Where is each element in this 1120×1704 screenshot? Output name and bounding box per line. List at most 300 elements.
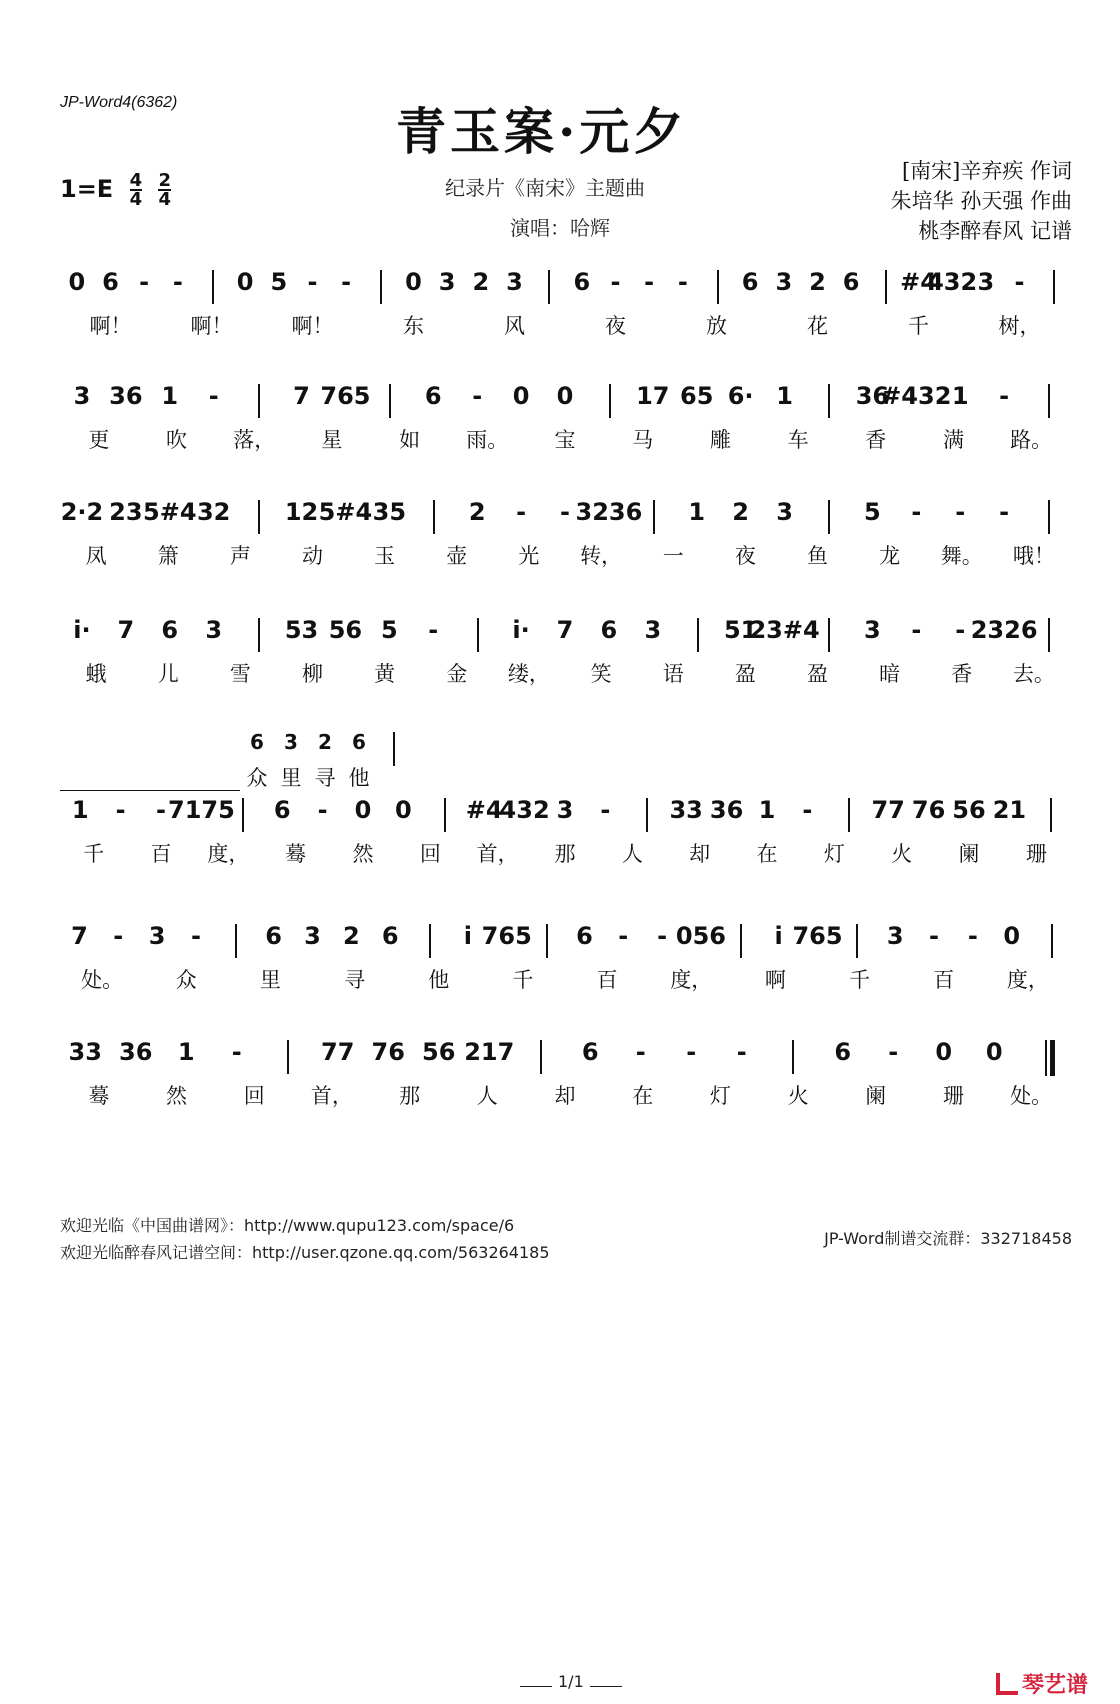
note: 056 <box>675 922 727 950</box>
lyric: 更 <box>88 428 110 452</box>
lyric: 处。 <box>1010 1084 1053 1108</box>
lyric: 车 <box>787 428 809 452</box>
lyric: 却 <box>554 1084 576 1108</box>
note: - <box>190 922 201 950</box>
lyric: 树， <box>998 314 1041 338</box>
lyric: 星 <box>321 428 343 452</box>
note: 765 <box>481 922 532 950</box>
credits <box>891 156 1072 246</box>
note: 33 <box>669 796 703 824</box>
logo-icon <box>996 1673 1018 1695</box>
barline <box>429 924 431 958</box>
barline <box>258 384 260 418</box>
score-system <box>0 1038 1120 1158</box>
alt-ending-rule <box>60 790 240 791</box>
lyric: 里 <box>259 968 281 992</box>
note: - <box>911 498 922 526</box>
footer-group: JP-Word制谱交流群：332718458 <box>824 1229 1072 1248</box>
note: 3 <box>886 922 904 950</box>
note-row <box>60 1038 1070 1078</box>
lyric: 落， <box>233 428 276 452</box>
barline <box>258 618 260 652</box>
note: - <box>999 382 1010 410</box>
note: - <box>113 922 124 950</box>
note: 36 <box>855 382 890 410</box>
note: 2 <box>342 922 360 950</box>
barline <box>235 924 237 958</box>
note: 7 <box>293 382 310 410</box>
barline <box>477 618 479 652</box>
barline <box>444 798 446 832</box>
note: 3 <box>438 268 456 296</box>
note-row <box>60 382 1070 422</box>
barline <box>1048 500 1050 534</box>
lyric: 人 <box>621 842 643 866</box>
note: - <box>600 796 611 824</box>
lyric: 东 <box>403 314 424 338</box>
lyric: 火 <box>787 1084 809 1108</box>
note: 6 <box>576 922 593 950</box>
barline <box>389 384 391 418</box>
lyric: 香 <box>951 662 973 686</box>
note-row <box>60 796 1070 836</box>
note: 1 <box>177 1038 195 1066</box>
lyric: 首， <box>476 842 519 866</box>
barline <box>885 270 887 304</box>
note: 3 <box>506 268 523 296</box>
note: - <box>172 268 183 296</box>
lyric: 柳 <box>302 662 323 686</box>
note: 432 <box>927 268 978 296</box>
note: 1 <box>161 382 179 410</box>
lyric: 动 <box>302 544 323 568</box>
alt-note: 6 <box>352 730 366 754</box>
barline <box>1048 618 1050 652</box>
lyric-row <box>60 310 1070 340</box>
credit-lyricist: [南宋]辛弃疾 作词 <box>901 159 1072 183</box>
barline <box>740 924 742 958</box>
note: 1 <box>758 796 776 824</box>
barline <box>856 924 858 958</box>
barline <box>609 384 611 418</box>
note: - <box>472 382 483 410</box>
barline <box>540 1040 542 1074</box>
barline <box>848 798 850 832</box>
lyric: 声 <box>229 544 251 568</box>
note: 32 <box>196 498 231 526</box>
note: 0 <box>395 796 412 824</box>
credit-transcriber: 桃李醉春风 记谱 <box>918 219 1072 243</box>
note: 7 <box>117 616 135 644</box>
lyric: 阑 <box>865 1084 887 1108</box>
lyric-row <box>60 424 1070 454</box>
lyric: 去。 <box>1012 662 1055 686</box>
lyric-row <box>60 540 1070 570</box>
page-title: 青玉案·元夕 <box>396 102 688 161</box>
lyric: 蓦 <box>88 1084 110 1108</box>
lyric: 光 <box>518 544 540 568</box>
note: 6 <box>102 268 119 296</box>
lyric: 舞。 <box>940 544 983 568</box>
score-system <box>0 922 1120 1042</box>
lyric: 黄 <box>374 662 396 686</box>
note: 2 <box>468 498 486 526</box>
note: - <box>911 616 922 644</box>
note: - <box>610 268 621 296</box>
note: 6 <box>573 268 591 296</box>
lyric: 灯 <box>823 842 845 866</box>
note: - <box>139 268 150 296</box>
note: 3 <box>644 616 662 644</box>
lyric: 那 <box>399 1084 421 1108</box>
lyric-row <box>60 838 1070 868</box>
note: 765 <box>792 922 843 950</box>
note: i· <box>73 616 91 644</box>
lyric: 度， <box>207 842 250 866</box>
lyric: 在 <box>756 842 778 866</box>
alt-note: 6 <box>250 730 264 754</box>
note: - <box>618 922 629 950</box>
note: 6 <box>842 268 860 296</box>
barline <box>212 270 214 304</box>
note: - <box>955 616 966 644</box>
barline <box>1053 270 1055 304</box>
note: #432 <box>881 382 952 410</box>
note: 36 <box>109 382 143 410</box>
barline <box>717 270 719 304</box>
note: - <box>736 1038 747 1066</box>
lyric: 盈 <box>734 662 756 686</box>
time-signature-2: $\frac{2}{4}$ <box>158 170 171 210</box>
lyric: 百 <box>596 968 618 992</box>
note: 12 <box>284 498 319 526</box>
lyric: 龙 <box>879 544 901 568</box>
barline <box>828 384 830 418</box>
lyric: 宝 <box>554 428 576 452</box>
lyric: 凤 <box>85 544 107 568</box>
note: 1 <box>951 382 969 410</box>
lyric: 风 <box>504 314 525 338</box>
note: 17 <box>636 382 670 410</box>
note: 56 <box>422 1038 456 1066</box>
alt-lyric: 他 <box>348 766 370 790</box>
alt-lyric: 众 <box>246 766 268 790</box>
note-row <box>60 616 1070 656</box>
score-system <box>0 382 1120 502</box>
lyric: 首， <box>310 1084 353 1108</box>
page-number-rule-left <box>520 1686 552 1687</box>
note: 6 <box>581 1038 599 1066</box>
note: 3 <box>775 268 793 296</box>
time-signature-1: $\frac{4}{4}$ <box>129 170 143 210</box>
note: - <box>677 268 688 296</box>
lyric: 雪 <box>229 662 251 686</box>
note: - <box>802 796 813 824</box>
barline <box>1048 384 1050 418</box>
note: 6 <box>741 268 759 296</box>
note: 2 <box>472 268 490 296</box>
note: 6· <box>727 382 754 410</box>
site-logo: 琴艺谱 <box>996 1668 1088 1699</box>
note: 36 <box>709 796 744 824</box>
note: - <box>644 268 655 296</box>
lyric: 寻 <box>344 968 366 992</box>
note: 2 <box>809 268 826 296</box>
note: - <box>317 796 328 824</box>
note: 77 <box>871 796 905 824</box>
lyric: 雕 <box>709 428 731 452</box>
note: 1 <box>688 498 706 526</box>
note: 53 <box>284 616 319 644</box>
lyric: 千 <box>83 842 105 866</box>
note: 35 <box>372 498 407 526</box>
barline <box>546 924 548 958</box>
lyric: 珊 <box>1025 842 1047 866</box>
note: 65 <box>680 382 714 410</box>
software-id: JP-Word4(6362) <box>60 94 178 111</box>
note: 3 <box>776 498 793 526</box>
barline <box>287 1040 289 1074</box>
note: 3 <box>205 616 223 644</box>
note: 0 <box>236 268 254 296</box>
lyric: 语 <box>662 662 684 686</box>
lyric-row <box>60 658 1070 688</box>
note: 23 <box>109 498 143 526</box>
lyric: 吹 <box>166 428 188 452</box>
lyric-row <box>60 964 1070 994</box>
note: - <box>1014 268 1025 296</box>
barline <box>1051 924 1053 958</box>
lyric: 儿 <box>157 662 179 686</box>
lyric: 箫 <box>157 544 179 568</box>
note: - <box>999 498 1010 526</box>
note: - <box>428 616 439 644</box>
barline <box>380 270 382 304</box>
note-row <box>60 498 1070 538</box>
lyric: 阑 <box>958 842 980 866</box>
page-number-rule-right <box>590 1686 622 1687</box>
note: 432 <box>499 796 550 824</box>
barline <box>828 500 830 534</box>
lyric: 暗 <box>879 662 901 686</box>
note: 6 <box>161 616 179 644</box>
note: 23#4 <box>749 616 820 644</box>
lyric: 盈 <box>807 662 828 686</box>
note: i <box>774 922 783 950</box>
note: 3 <box>304 922 321 950</box>
note: 6 <box>424 382 442 410</box>
lyric: 那 <box>554 842 576 866</box>
lyric: 香 <box>865 428 887 452</box>
barline <box>242 798 244 832</box>
note: 77 <box>321 1038 355 1066</box>
lyric: 蛾 <box>85 662 107 686</box>
note: 3 <box>864 616 881 644</box>
key-label: 1=E <box>60 175 114 203</box>
lyric: 啊 <box>764 968 786 992</box>
note: 36 <box>119 1038 153 1066</box>
subtitle: 纪录片《南宋》主题曲 <box>445 176 645 200</box>
lyric: 路。 <box>1010 428 1053 452</box>
note: 6 <box>834 1038 852 1066</box>
alt-note: 2 <box>318 730 332 754</box>
lyric: 百 <box>933 968 955 992</box>
note: 217 <box>464 1038 515 1066</box>
note: 76 <box>911 796 946 824</box>
lyric: 转， <box>580 544 623 568</box>
page-number: 1/1 <box>520 1672 622 1691</box>
lyric: 回 <box>243 1084 265 1108</box>
note: 21 <box>992 796 1027 824</box>
lyric: 千 <box>849 968 871 992</box>
note: - <box>560 498 570 526</box>
note: #4 <box>900 268 937 296</box>
alt-lyric: 寻 <box>314 766 336 790</box>
lyric: 百 <box>150 842 172 866</box>
lyric: 玉 <box>374 544 396 568</box>
note: i· <box>512 616 530 644</box>
singer: 演唱：哈辉 <box>510 216 610 240</box>
key-signature <box>60 172 171 208</box>
note: - <box>208 382 219 410</box>
barline <box>646 798 648 832</box>
lyric: 啊！ <box>190 314 233 338</box>
lyric: 如 <box>399 428 421 452</box>
barline <box>697 618 699 652</box>
barline <box>1050 798 1052 832</box>
lyric: 笑 <box>590 662 612 686</box>
lyric: 然 <box>352 842 374 866</box>
note: - <box>657 922 668 950</box>
barline <box>828 618 830 652</box>
note: 0 <box>354 796 372 824</box>
lyric: 马 <box>632 428 654 452</box>
lyric: 火 <box>891 842 913 866</box>
footer-line-1: 欢迎光临《中国曲谱网》：http://www.qupu123.com/space/6 <box>60 1216 515 1235</box>
lyric: 雨。 <box>466 428 509 452</box>
note: 6 <box>265 922 282 950</box>
note: 3 <box>148 922 166 950</box>
note: - <box>967 922 978 950</box>
lyric: 在 <box>632 1084 654 1108</box>
note: 5 <box>380 616 398 644</box>
score-system <box>0 268 1120 388</box>
note: 3 <box>977 268 995 296</box>
lyric: 众 <box>175 968 197 992</box>
note: 5#4 <box>318 498 373 526</box>
note: - <box>888 1038 899 1066</box>
note: #4 <box>465 796 503 824</box>
note: - <box>307 268 318 296</box>
note-row <box>60 268 1070 308</box>
note: 5 <box>864 498 881 526</box>
note: 6 <box>273 796 291 824</box>
note: 765 <box>320 382 371 410</box>
note: 6 <box>381 922 399 950</box>
lyric: 人 <box>476 1084 498 1108</box>
note: - <box>231 1038 242 1066</box>
score-system <box>0 730 1120 916</box>
note: 3236 <box>575 498 643 526</box>
alt-note: 3 <box>284 730 298 754</box>
note: i <box>463 922 472 950</box>
lyric: 啊！ <box>291 314 334 338</box>
note: - <box>686 1038 697 1066</box>
lyric: 壶 <box>446 544 468 568</box>
lyric: 度， <box>670 968 713 992</box>
credit-composer: 朱培华 孙天强 作曲 <box>890 189 1072 213</box>
lyric: 缕， <box>507 662 550 686</box>
alt-lyric: 里 <box>280 766 302 790</box>
note: - <box>516 498 527 526</box>
note: - <box>955 498 966 526</box>
lyric: 他 <box>428 968 450 992</box>
note: 2326 <box>970 616 1038 644</box>
lyric: 千 <box>512 968 534 992</box>
lyric-row <box>60 1080 1070 1110</box>
note: 3 <box>556 796 574 824</box>
barline <box>393 732 395 766</box>
lyric: 夜 <box>605 314 626 338</box>
note: 0 <box>512 382 530 410</box>
note: - <box>635 1038 646 1066</box>
lyric: 处。 <box>81 968 124 992</box>
lyric: 珊 <box>942 1084 964 1108</box>
note: 2 <box>732 498 749 526</box>
score-system <box>0 616 1120 736</box>
note: 0 <box>985 1038 1003 1066</box>
lyric: 然 <box>166 1084 188 1108</box>
footer-line-2: 欢迎光临醉春风记谱空间：http://user.qzone.qq.com/563264185 <box>60 1243 550 1262</box>
final-barline <box>1045 1040 1054 1076</box>
note: 51 <box>723 616 758 644</box>
lyric: 金 <box>446 662 468 686</box>
barline <box>433 500 435 534</box>
note-row <box>60 922 1070 962</box>
note: 5#4 <box>143 498 197 526</box>
note: 0 <box>405 268 422 296</box>
barline <box>258 500 260 534</box>
note: - <box>156 796 166 824</box>
note: 1 <box>776 382 793 410</box>
barline <box>653 500 655 534</box>
note: 0 <box>935 1038 953 1066</box>
lyric: 却 <box>689 842 711 866</box>
note: 3 <box>73 382 91 410</box>
lyric: 一 <box>662 544 684 568</box>
lyric: 回 <box>419 842 441 866</box>
note: 56 <box>328 616 363 644</box>
note: 7175 <box>167 796 235 824</box>
lyric: 啊！ <box>89 314 132 338</box>
barline <box>548 270 550 304</box>
note: 5 <box>270 268 288 296</box>
note: 0 <box>556 382 574 410</box>
lyric: 哦！ <box>1012 544 1055 568</box>
lyric: 千 <box>908 314 929 338</box>
note: 33 <box>68 1038 102 1066</box>
note: 56 <box>952 796 986 824</box>
note: 0 <box>68 268 86 296</box>
lyric: 花 <box>807 314 828 338</box>
lyric: 度， <box>1006 968 1049 992</box>
lyric: 鱼 <box>807 544 828 568</box>
note: 2·2 <box>60 498 104 526</box>
score-system <box>0 498 1120 618</box>
note: 6 <box>600 616 618 644</box>
lyric: 灯 <box>709 1084 731 1108</box>
note: 1 <box>71 796 89 824</box>
